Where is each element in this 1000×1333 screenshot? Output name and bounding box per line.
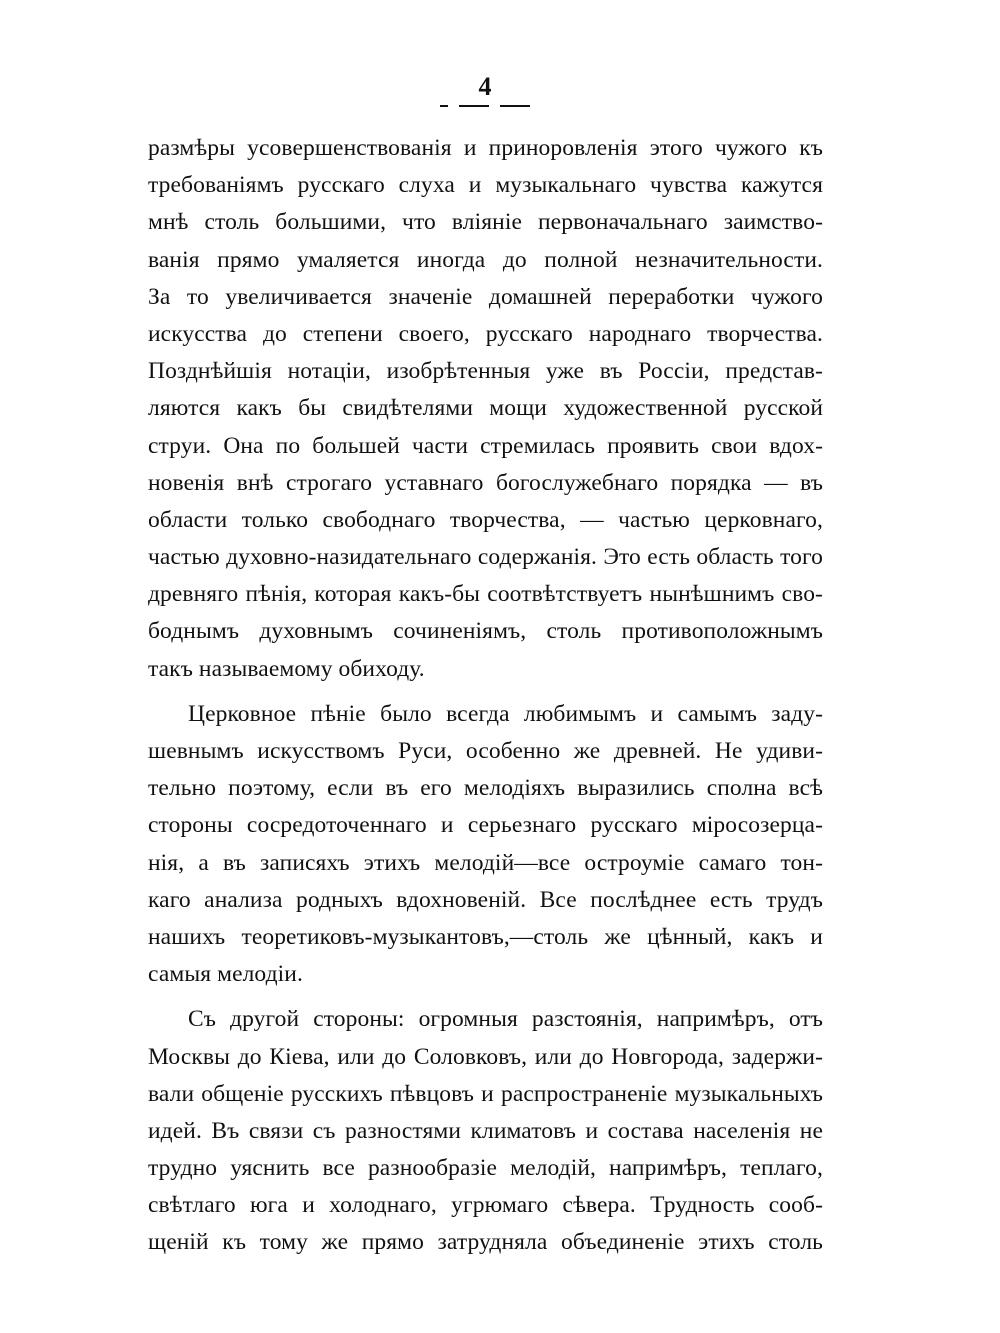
paragraph [148,1001,823,1261]
text-line: стороны сосредоточеннаго и серьезнаго русскаго міросозерца- [148,812,823,839]
page-header [440,74,530,114]
rule-dash [500,105,530,107]
text-line: области только свободнаго творчества, — частью церковнаго, [148,506,823,533]
page-number: 4 [478,72,492,101]
text-line: ванія прямо умаляется иногда до полной незначительности. [148,246,823,273]
text-line: свѣтлаго юга и холоднаго, угрюмаго сѣвера. Трудность сооб- [148,1192,823,1219]
text-line: размѣры усовершенствованія и приноровленія этого чужого къ [148,135,823,161]
text-line: самыя мелодіи. [148,961,303,988]
text-line: ляются какъ бы свидѣтелями мощи художественной русской [148,395,823,422]
body-text [148,130,823,1262]
text-line: частью духовно-назидательнаго содержанія. Это есть область того [148,544,823,571]
paragraph [148,130,823,688]
text-line: Москвы до Кіева, или до Соловковъ, или до Новгорода, задержи- [148,1043,823,1070]
text-line: щеній къ тому же прямо затрудняла объединеніе этихъ столь [148,1229,823,1256]
text-line: Съ другой стороны: огромныя разстоянія, напримѣръ, отъ [188,1006,823,1033]
text-line: вали общеніе русскихъ пѣвцовъ и распространеніе музыкальныхъ [148,1080,823,1107]
header-rule [440,105,530,107]
paragraph-gap [148,993,823,1001]
paragraph [148,696,823,994]
text-line: новенія внѣ строгаго уставнаго богослужебнаго порядка — въ [148,469,823,496]
text-line: За то увеличивается значеніе домашней переработки чужого [148,283,823,310]
text-line: Церковное пѣніе было всегда любимымъ и самымъ заду- [188,700,823,727]
text-line: нія, а въ записяхъ этихъ мелодій—все остроуміе самаго тон- [148,849,823,876]
text-line: боднымъ духовнымъ сочиненіямъ, столь противоположнымъ [148,618,823,645]
text-line: шевнымъ искусствомъ Руси, особенно же древней. Не удиви- [148,738,823,764]
paragraph-gap [148,688,823,696]
text-line: тельно поэтому, если въ его мелодіяхъ выразились сполна всѣ [148,775,823,802]
rule-dash [459,105,489,107]
text-line: требованіямъ русскаго слуха и музыкальнаго чувства кажутся [148,172,823,199]
text-line: трудно уяснить все разнообразіе мелодій, напримѣръ, теплаго, [148,1155,823,1182]
text-line: струи. Она по большей части стремилась проявить свои вдох- [148,432,823,459]
text-line: каго анализа родныхъ вдохновеній. Все послѣднее есть трудъ [148,886,823,913]
text-line: нашихъ теоретиковъ-музыкантовъ,—столь же цѣнный, какъ и [148,923,823,950]
text-line: мнѣ столь большими, что вліяніе первоначальнаго заимство- [148,209,823,236]
text-line: идей. Въ связи съ разностями климатовъ и состава населенія не [148,1117,823,1144]
text-line: древняго пѣнія, которая какъ-бы соотвѣтствуетъ нынѣшнимъ сво- [148,581,823,608]
rule-dash [440,105,448,107]
text-line: Позднѣйшія нотаціи, изобрѣтенныя уже въ Россіи, представ- [148,358,823,385]
text-line: искусства до степени своего, русскаго народнаго творчества. [148,320,823,347]
text-line: такъ называемому обиходу. [148,655,425,682]
